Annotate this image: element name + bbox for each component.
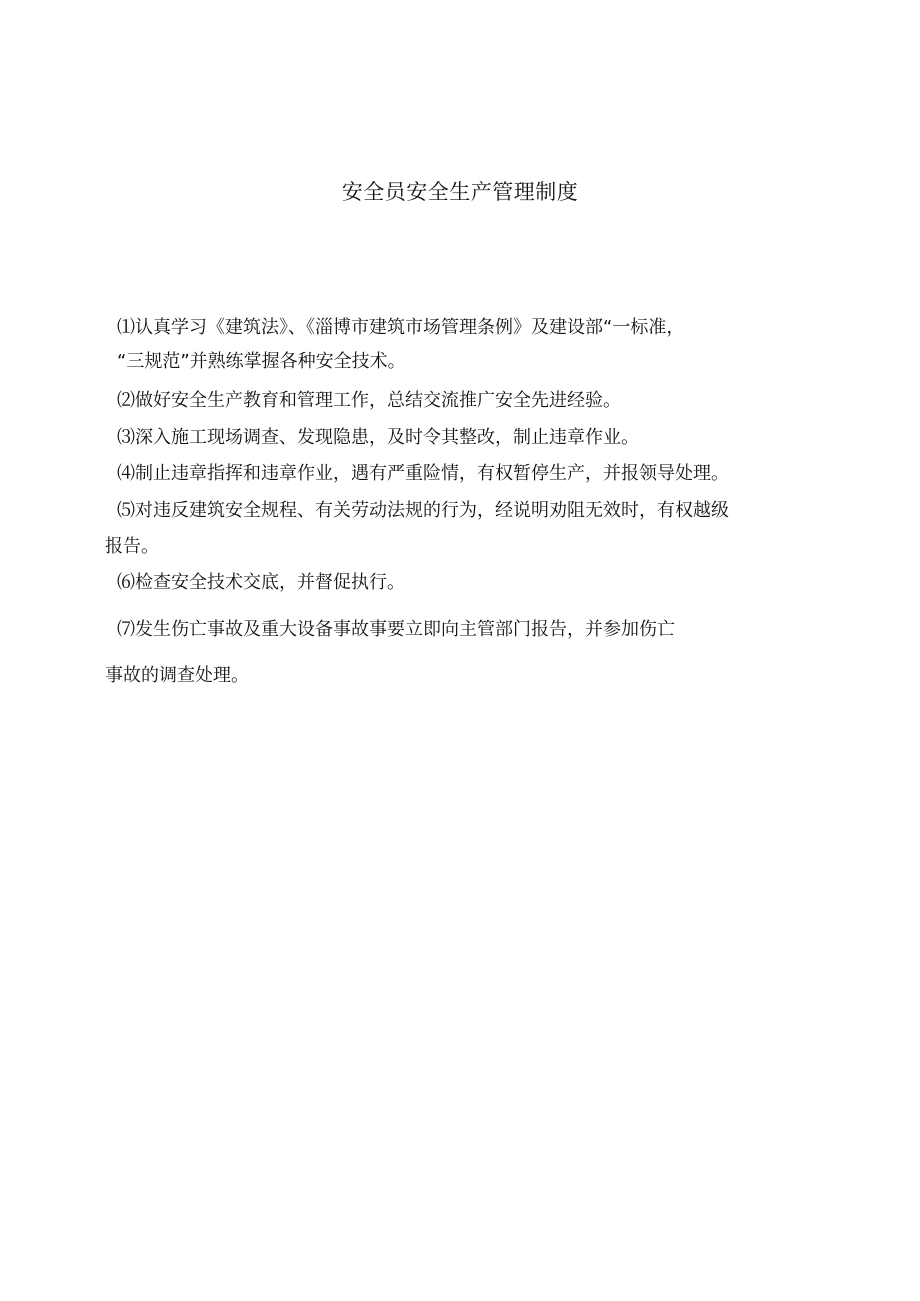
clause-7-line-1: ⑺发生伤亡事故及重大设备事故事要立即向主管部门报告，并参加伤亡 (117, 619, 675, 640)
clause-6: ⑹检查安全技术交底，并督促执行。 (117, 572, 405, 593)
clause-2: ⑵做好安全生产教育和管理工作，总结交流推广安全先进经验。 (117, 390, 621, 411)
clause-5-line-2: 报告。 (105, 536, 159, 557)
clause-1-line-1: ⑴认真学习《建筑法》、《淄博市建筑市场管理条例》及建设部“一标准， (117, 317, 685, 338)
document-title: 安全员安全生产管理制度 (341, 180, 579, 204)
clause-4: ⑷制止违章指挥和违章作业，遇有严重险情，有权暂停生产，并报领导处理。 (117, 463, 729, 484)
clause-7-line-2: 事故的调查处理。 (105, 665, 249, 686)
clause-5-line-1: ⑸对违反建筑安全规程、有关劳动法规的行为，经说明劝阻无效时，有权越级 (117, 500, 729, 521)
clause-1-line-2: “三规范”并熟练掌握各种安全技术。 (117, 351, 406, 372)
clause-3: ⑶深入施工现场调查、发现隐患，及时令其整改，制止违章作业。 (117, 427, 639, 448)
